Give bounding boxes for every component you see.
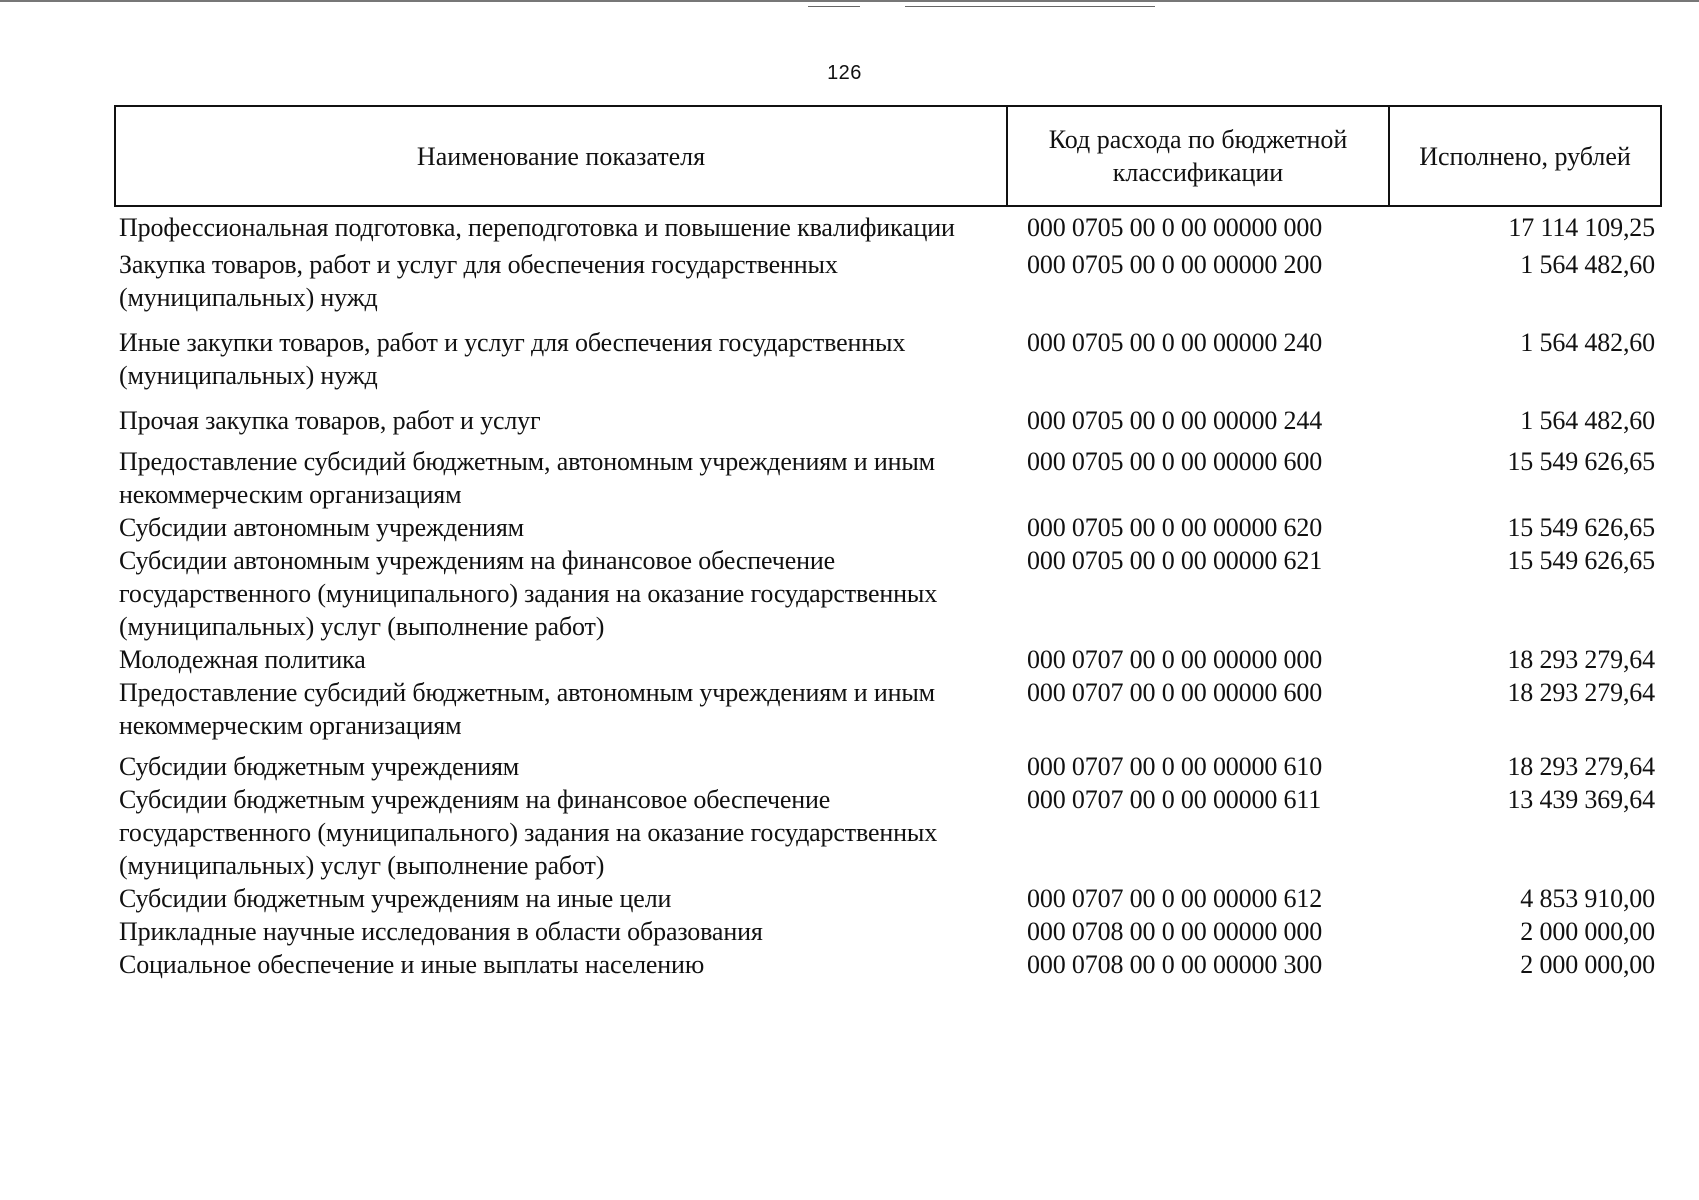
row-name: Предоставление субсидий бюджетным, автономным учреждениям и иным некоммерческим организациям xyxy=(119,447,935,509)
header-name: Наименование показателя xyxy=(115,106,1007,206)
row-code: 000 0705 00 0 00 00000 600 xyxy=(1027,447,1323,476)
row-name: Субсидии автономным учреждениям xyxy=(119,513,524,542)
row-name: Прочая закупка товаров, работ и услуг xyxy=(119,406,541,435)
row-code: 000 0708 00 0 00 00000 300 xyxy=(1027,950,1323,979)
row-code: 000 0707 00 0 00 00000 610 xyxy=(1027,752,1323,781)
row-amount: 15 549 626,65 xyxy=(1507,513,1655,542)
scan-top-edge xyxy=(0,0,1699,2)
table-row xyxy=(115,783,1661,882)
row-amount: 15 549 626,65 xyxy=(1507,546,1655,575)
row-name: Субсидии бюджетным учреждениям xyxy=(119,752,520,781)
row-name: Субсидии бюджетным учреждениям на иные цели xyxy=(119,884,672,913)
row-amount: 1 564 482,60 xyxy=(1520,250,1655,279)
row-amount: 1 564 482,60 xyxy=(1520,406,1655,435)
row-code: 000 0707 00 0 00 00000 600 xyxy=(1027,678,1323,707)
table-body xyxy=(115,206,1661,981)
row-amount: 18 293 279,64 xyxy=(1507,678,1655,707)
row-amount: 2 000 000,00 xyxy=(1520,917,1655,946)
row-code: 000 0705 00 0 00 00000 000 xyxy=(1027,213,1323,242)
budget-execution-table xyxy=(114,105,1662,981)
row-amount: 15 549 626,65 xyxy=(1507,447,1655,476)
row-amount: 17 114 109,25 xyxy=(1508,213,1655,242)
row-code: 000 0705 00 0 00 00000 244 xyxy=(1027,406,1323,435)
row-amount: 1 564 482,60 xyxy=(1520,328,1655,357)
table-row xyxy=(115,643,1661,676)
row-amount: 18 293 279,64 xyxy=(1507,752,1655,781)
row-code: 000 0705 00 0 00 00000 620 xyxy=(1027,513,1323,542)
row-code: 000 0705 00 0 00 00000 621 xyxy=(1027,546,1323,575)
row-name: Закупка товаров, работ и услуг для обеспечения государственных (муниципальных) нужд xyxy=(119,250,838,312)
row-amount: 13 439 369,64 xyxy=(1507,785,1655,814)
row-code: 000 0708 00 0 00 00000 000 xyxy=(1027,917,1323,946)
table-row xyxy=(115,915,1661,948)
row-code: 000 0707 00 0 00 00000 000 xyxy=(1027,645,1323,674)
row-name: Субсидии автономным учреждениям на финансовое обеспечение государственного (муниципального) задания на оказание государственных (муниципальных) услуг (выполнение работ) xyxy=(119,546,938,641)
row-code: 000 0705 00 0 00 00000 200 xyxy=(1027,250,1323,279)
row-amount: 2 000 000,00 xyxy=(1520,950,1655,979)
scan-top-mark xyxy=(905,6,1155,7)
table-row xyxy=(115,948,1661,981)
table-row xyxy=(115,882,1661,915)
table-row xyxy=(115,400,1661,445)
header-amount: Исполнено, рублей xyxy=(1389,106,1661,206)
table-row xyxy=(115,750,1661,783)
row-name: Субсидии бюджетным учреждениям на финансовое обеспечение государственного (муниципального) задания на оказание государственных (муниципальных) услуг (выполнение работ) xyxy=(119,785,938,880)
table-row xyxy=(115,244,1661,322)
row-name: Предоставление субсидий бюджетным, автономным учреждениям и иным некоммерческим организациям xyxy=(119,678,935,740)
table-header-row xyxy=(115,106,1661,206)
table-row xyxy=(115,445,1661,511)
row-name: Социальное обеспечение и иные выплаты населению xyxy=(119,950,705,979)
row-name: Прикладные научные исследования в области образования xyxy=(119,917,763,946)
page-number-text: 126 xyxy=(827,62,862,84)
row-code: 000 0707 00 0 00 00000 611 xyxy=(1027,785,1322,814)
header-code: Код расхода по бюджетной классификации xyxy=(1007,106,1389,206)
page-number xyxy=(0,62,1699,85)
row-amount: 4 853 910,00 xyxy=(1520,884,1655,913)
row-name: Иные закупки товаров, работ и услуг для обеспечения государственных (муниципальных) нужд xyxy=(119,328,906,390)
table-header xyxy=(115,106,1661,206)
scan-top-mark xyxy=(808,6,860,7)
table-row xyxy=(115,206,1661,244)
row-name: Профессиональная подготовка, переподготовка и повышение квалификации xyxy=(119,213,955,242)
row-name: Молодежная политика xyxy=(119,645,366,674)
row-code: 000 0705 00 0 00 00000 240 xyxy=(1027,328,1323,357)
table-row xyxy=(115,544,1661,643)
table-row xyxy=(115,511,1661,544)
row-code: 000 0707 00 0 00 00000 612 xyxy=(1027,884,1323,913)
row-amount: 18 293 279,64 xyxy=(1507,645,1655,674)
table-row xyxy=(115,676,1661,750)
table-row xyxy=(115,322,1661,400)
